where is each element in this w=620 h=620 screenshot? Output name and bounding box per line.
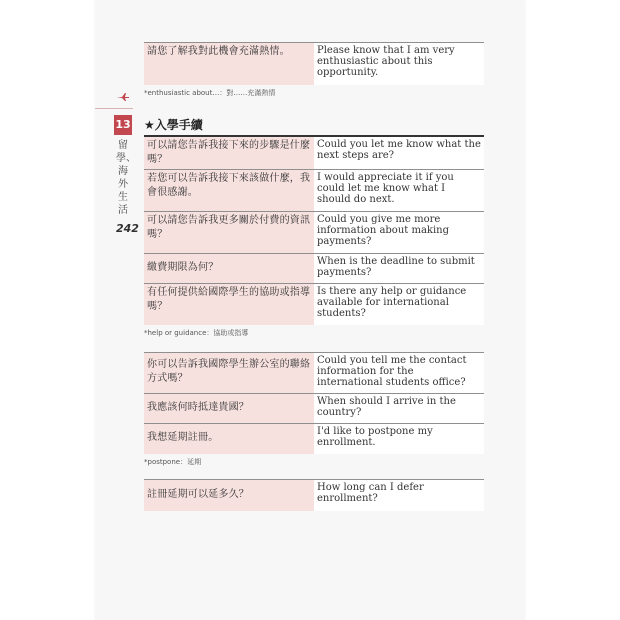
phrase-english: Could you give me more information about making payments?: [314, 211, 484, 253]
page-number: 242: [116, 222, 139, 235]
phrase-row: [144, 253, 484, 283]
side-divider: [95, 108, 133, 109]
phrase-table-2: [144, 135, 484, 326]
phrase-english: Could you let me know what the next steps are?: [314, 136, 484, 170]
phrase-chinese: 我應該何時抵達貴國？: [144, 394, 314, 424]
phrase-english: I'd like to postpone my enrollment.: [314, 424, 484, 454]
vocab-note: *enthusiastic about…：對……充滿熱情: [144, 88, 276, 97]
vocab-note: *help or guidance：協助或指導: [144, 329, 249, 337]
vocab-note: *postpone：延期: [144, 457, 202, 466]
phrase-row: [144, 43, 484, 85]
phrase-chinese: 我想延期註冊。: [144, 424, 314, 454]
section-heading: ★入學手續: [144, 117, 203, 132]
phrase-chinese: 可以請您告訴我接下來的步驟是什麼嗎？: [144, 136, 314, 170]
phrase-row: [144, 394, 484, 424]
phrase-english: When should I arrive in the country?: [314, 394, 484, 424]
phrase-table-1: [144, 42, 484, 85]
phrase-row: [144, 211, 484, 253]
phrase-english: How long can I defer enrollment?: [314, 479, 484, 511]
phrase-row: [144, 283, 484, 325]
phrase-english: Is there any help or guidance available for international students?: [314, 283, 484, 325]
phrase-english: Please know that I am very enthusiastic about this opportunity.: [314, 43, 484, 85]
phrase-chinese: 繳費期限為何？: [144, 253, 314, 283]
phrase-chinese: 請您了解我對此機會充滿熱情。: [144, 43, 314, 85]
phrase-chinese: 有任何提供給國際學生的協助或指導嗎？: [144, 283, 314, 325]
airplane-icon: [116, 92, 130, 102]
phrase-chinese: 你可以告訴我國際學生辦公室的聯絡方式嗎？: [144, 353, 314, 394]
phrase-chinese: 若您可以告訴我接下來該做什麼，我會很感謝。: [144, 169, 314, 211]
chapter-title: 留學、海外生活: [116, 140, 136, 216]
phrase-content: [144, 0, 484, 511]
phrase-english: I would appreciate it if you could let me know what I should do next.: [314, 169, 484, 211]
phrase-row: [144, 479, 484, 511]
phrase-row: [144, 169, 484, 211]
phrase-row: [144, 353, 484, 394]
phrase-english: Could you tell me the contact information for the international students office?: [314, 353, 484, 394]
phrase-chinese: 可以請您告訴我更多關於付費的資訊嗎？: [144, 211, 314, 253]
phrase-table-3: [144, 352, 484, 454]
phrase-english: When is the deadline to submit payments?: [314, 253, 484, 283]
chapter-number-badge: 13: [114, 115, 132, 135]
phrase-row: [144, 136, 484, 170]
phrase-table-4: [144, 479, 484, 512]
phrase-row: [144, 424, 484, 454]
phrase-chinese: 註冊延期可以延多久？: [144, 479, 314, 511]
